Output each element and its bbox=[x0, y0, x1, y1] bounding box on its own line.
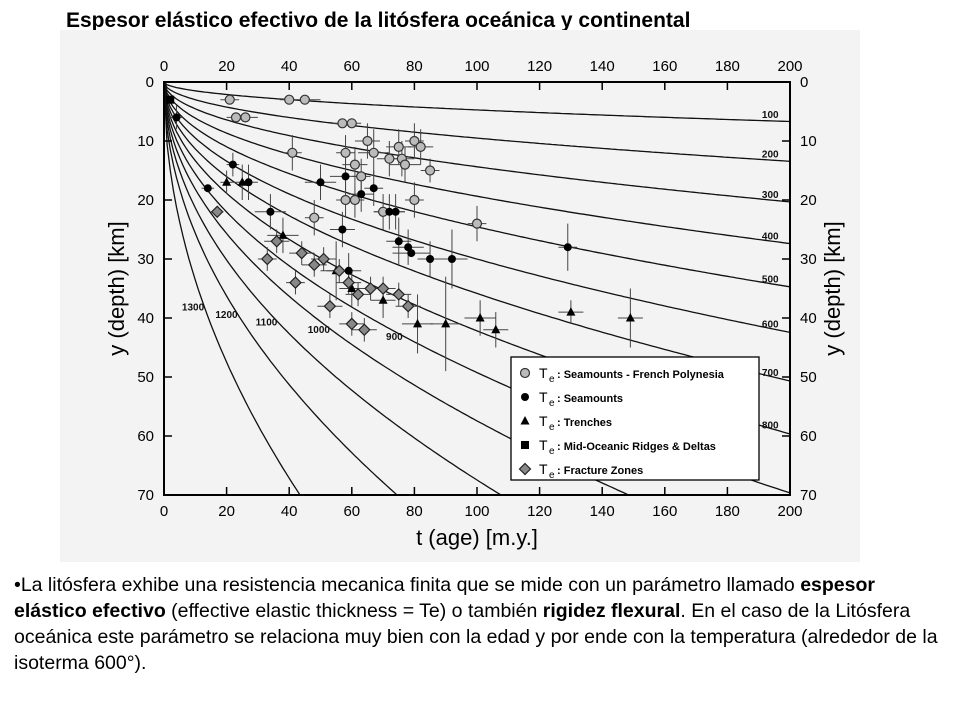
data-point-circle-gray-25 bbox=[473, 219, 482, 228]
y-tick-label-left-10: 10 bbox=[137, 133, 154, 150]
isotherm-label-1000: 1000 bbox=[307, 324, 330, 336]
data-point-circle-gray-23 bbox=[350, 196, 359, 205]
caption-bold-2: rigidez flexural bbox=[542, 600, 681, 622]
x-tick-label-bottom-20: 20 bbox=[218, 503, 235, 520]
caption-text-3: . En el caso de la Litósfera oceánica este parámetro se relaciona muy bien con la edad y por ende con la temperatura (alrededor de la isoterma 600°). bbox=[14, 600, 938, 674]
legend-marker-circle-black bbox=[521, 393, 529, 401]
isotherm-label-900: 900 bbox=[386, 331, 403, 343]
data-point-circle-black-6 bbox=[338, 226, 346, 234]
x-tick-label-top-100: 100 bbox=[464, 58, 490, 75]
data-point-circle-gray-2 bbox=[241, 113, 250, 122]
legend-label-1: : Seamounts bbox=[557, 393, 624, 405]
data-point-circle-black-18 bbox=[564, 243, 572, 251]
te-age-chart bbox=[60, 30, 860, 562]
x-tick-label-bottom-200: 200 bbox=[777, 503, 803, 520]
data-point-circle-gray-20 bbox=[410, 196, 419, 205]
x-tick-label-top-80: 80 bbox=[406, 58, 423, 75]
data-point-circle-gray-10 bbox=[357, 172, 366, 181]
x-tick-label-top-0: 0 bbox=[159, 58, 169, 75]
x-tick-label-bottom-140: 140 bbox=[589, 503, 615, 520]
isotherm-label-1300: 1300 bbox=[181, 302, 205, 314]
x-tick-label-bottom-180: 180 bbox=[714, 503, 740, 520]
x-tick-label-top-180: 180 bbox=[714, 58, 740, 75]
data-point-circle-black-13 bbox=[395, 237, 403, 245]
legend-subscript-3: e bbox=[549, 446, 555, 457]
data-point-circle-gray-0 bbox=[225, 95, 234, 104]
data-point-circle-black-7 bbox=[342, 172, 350, 180]
legend-label-4: : Fracture Zones bbox=[557, 465, 644, 477]
y-tick-label-left-0: 0 bbox=[145, 74, 154, 91]
caption-bold-1: espesor elástico efectivo bbox=[14, 574, 875, 622]
data-point-circle-gray-11 bbox=[363, 137, 372, 146]
data-point-circle-black-8 bbox=[345, 267, 353, 275]
data-point-circle-black-16 bbox=[426, 255, 434, 263]
x-tick-label-bottom-100: 100 bbox=[464, 503, 490, 520]
data-point-circle-black-5 bbox=[317, 178, 325, 186]
x-tick-label-top-120: 120 bbox=[527, 58, 553, 75]
data-point-circle-gray-7 bbox=[341, 148, 350, 157]
data-point-circle-black-17 bbox=[448, 255, 456, 263]
legend-label-2: : Trenches bbox=[557, 417, 613, 429]
x-axis-label: t (age) [m.y.] bbox=[416, 525, 538, 550]
y-tick-label-right-20: 20 bbox=[800, 192, 817, 209]
legend-prefix-0: T bbox=[539, 365, 548, 381]
x-tick-label-top-40: 40 bbox=[280, 58, 298, 75]
y-tick-label-right-60: 60 bbox=[800, 428, 817, 445]
x-tick-label-bottom-0: 0 bbox=[159, 503, 169, 520]
caption-bullet: • bbox=[14, 574, 21, 596]
x-tick-label-top-20: 20 bbox=[218, 58, 235, 75]
caption-text-1: La litósfera exhibe una resistencia mecanica finita que se mide con un parámetro llamado bbox=[20, 574, 801, 596]
data-point-circle-gray-1 bbox=[231, 113, 240, 122]
isotherm-label-500: 500 bbox=[761, 274, 779, 286]
data-point-circle-gray-6 bbox=[338, 119, 347, 128]
legend-subscript-2: e bbox=[549, 422, 555, 433]
data-point-circle-gray-14 bbox=[394, 142, 403, 151]
y-tick-label-right-0: 0 bbox=[800, 74, 809, 91]
data-point-circle-gray-5 bbox=[288, 148, 297, 157]
caption-text-2: (effective elastic thickness = Te) o también bbox=[165, 600, 543, 622]
y-axis-label-left: y (depth) [km] bbox=[104, 221, 129, 356]
data-point-circle-gray-19 bbox=[426, 166, 435, 175]
data-point-circle-black-1 bbox=[204, 184, 212, 192]
isotherm-label-700: 700 bbox=[761, 367, 779, 379]
x-tick-label-bottom-80: 80 bbox=[406, 503, 423, 520]
y-tick-label-right-30: 30 bbox=[800, 251, 817, 268]
x-tick-label-top-60: 60 bbox=[343, 58, 361, 75]
y-tick-label-left-20: 20 bbox=[137, 192, 154, 209]
x-tick-label-top-140: 140 bbox=[589, 58, 615, 75]
legend-subscript-0: e bbox=[549, 374, 555, 385]
data-point-circle-gray-9 bbox=[350, 160, 359, 169]
legend-marker-circle-gray bbox=[521, 369, 530, 378]
x-tick-label-bottom-40: 40 bbox=[280, 503, 298, 520]
isotherm-label-1100: 1100 bbox=[255, 317, 278, 329]
isotherm-label-800: 800 bbox=[761, 420, 779, 432]
x-tick-label-bottom-60: 60 bbox=[343, 503, 361, 520]
caption-paragraph bbox=[14, 572, 940, 676]
legend-label-3: : Mid-Oceanic Ridges & Deltas bbox=[557, 441, 716, 453]
y-tick-label-right-40: 40 bbox=[800, 310, 817, 327]
isotherm-label-100: 100 bbox=[761, 110, 779, 122]
data-point-circle-gray-13 bbox=[385, 154, 394, 163]
data-point-circle-black-0 bbox=[173, 113, 181, 121]
data-point-circle-gray-3 bbox=[285, 95, 294, 104]
legend-subscript-1: e bbox=[549, 398, 555, 409]
y-tick-label-left-30: 30 bbox=[137, 251, 154, 268]
data-point-circle-black-4 bbox=[266, 208, 274, 216]
data-point-circle-black-10 bbox=[370, 184, 378, 192]
legend-marker-square bbox=[521, 441, 529, 449]
legend-prefix-1: T bbox=[539, 389, 548, 405]
x-tick-label-bottom-120: 120 bbox=[527, 503, 553, 520]
x-tick-label-top-160: 160 bbox=[652, 58, 678, 75]
x-tick-label-bottom-160: 160 bbox=[652, 503, 678, 520]
data-point-circle-gray-4 bbox=[300, 95, 309, 104]
data-point-circle-gray-16 bbox=[401, 160, 410, 169]
legend-label-0: : Seamounts - French Polynesia bbox=[557, 369, 724, 381]
data-point-circle-black-12 bbox=[392, 208, 400, 216]
y-tick-label-right-50: 50 bbox=[800, 369, 817, 386]
legend-prefix-3: T bbox=[539, 437, 548, 453]
data-point-circle-black-2 bbox=[229, 161, 237, 169]
legend-prefix-2: T bbox=[539, 413, 548, 429]
data-point-circle-gray-21 bbox=[310, 213, 319, 222]
y-tick-label-left-40: 40 bbox=[137, 310, 154, 327]
x-tick-label-top-200: 200 bbox=[777, 58, 803, 75]
page-title: Espesor elástico efectivo de la litósfera oceánica y continental bbox=[66, 9, 691, 30]
y-tick-label-right-70: 70 bbox=[800, 487, 817, 504]
data-point-circle-black-15 bbox=[407, 249, 415, 257]
data-point-circle-black-9 bbox=[357, 190, 365, 198]
data-point-circle-gray-18 bbox=[416, 142, 425, 151]
isotherm-label-200: 200 bbox=[761, 149, 779, 161]
legend-prefix-4: T bbox=[539, 461, 548, 477]
y-tick-label-left-60: 60 bbox=[137, 428, 154, 445]
legend-subscript-4: e bbox=[549, 470, 555, 481]
data-point-circle-gray-12 bbox=[369, 148, 378, 157]
y-tick-label-left-50: 50 bbox=[137, 369, 154, 386]
isotherm-label-400: 400 bbox=[761, 231, 779, 243]
data-point-square-0 bbox=[166, 96, 174, 104]
legend bbox=[511, 357, 759, 481]
isotherm-label-1200: 1200 bbox=[215, 310, 238, 322]
isotherm-label-600: 600 bbox=[761, 319, 779, 331]
y-axis-label-right: y (depth) [km] bbox=[820, 221, 845, 356]
isotherm-label-300: 300 bbox=[761, 189, 779, 201]
data-point-circle-gray-22 bbox=[341, 196, 350, 205]
data-point-circle-gray-8 bbox=[347, 119, 356, 128]
y-tick-label-left-70: 70 bbox=[137, 487, 154, 504]
y-tick-label-right-10: 10 bbox=[800, 133, 817, 150]
